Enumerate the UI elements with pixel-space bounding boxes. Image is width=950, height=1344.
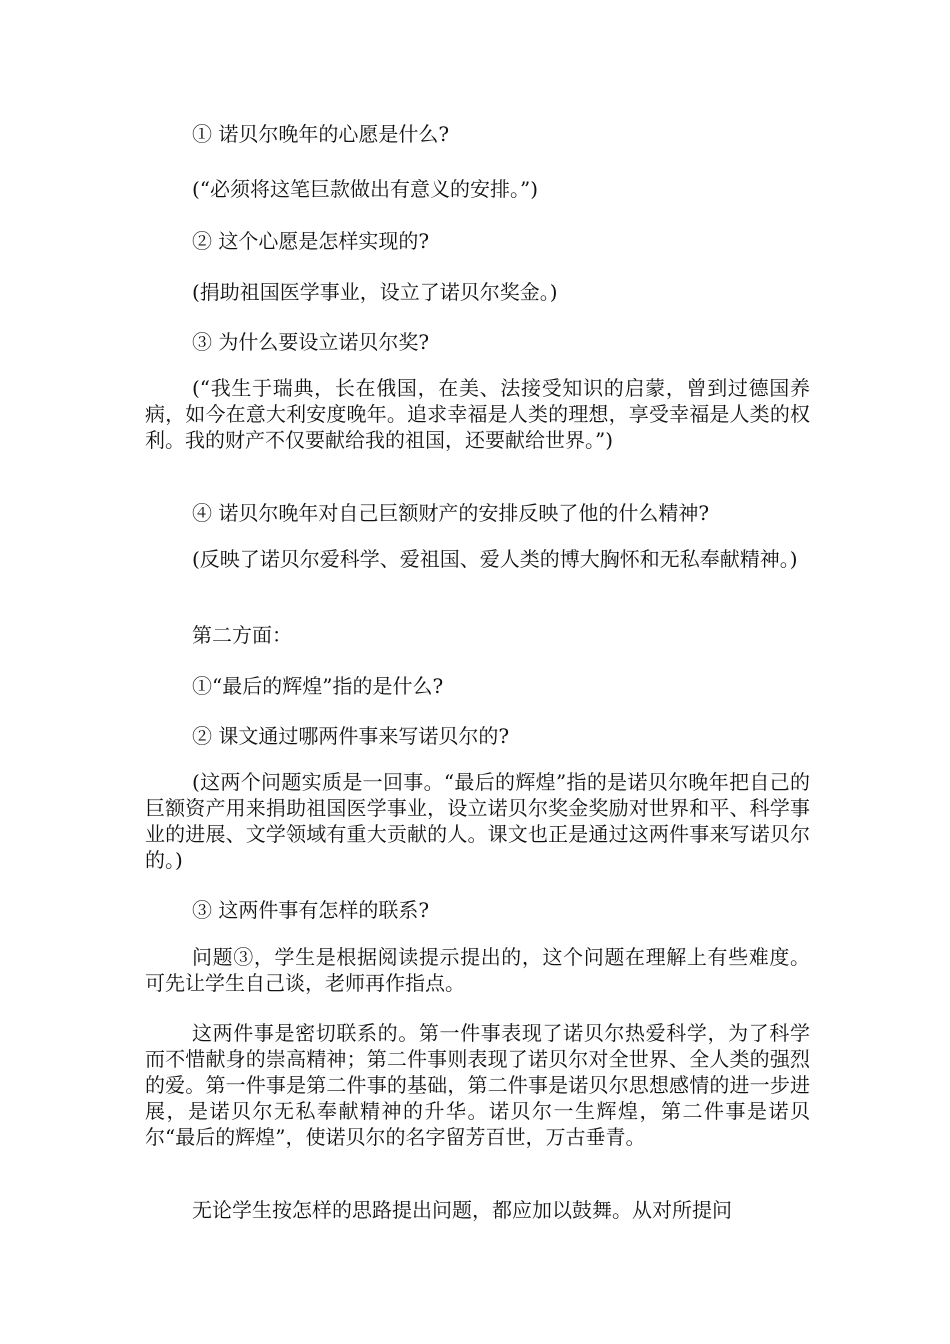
- explanation-connection: 这两件事是密切联系的。第一件事表现了诺贝尔热爱科学，为了科学而不惜献身的崇高精神；第二件事则表现了诺贝尔对全世界、全人类的强烈的爱。第一件事是第二件事的基础，第二件事是诺贝尔思想感情的进一步进展，是诺贝尔无私奉献精神的升华。诺贝尔一生辉煌，第二件事是诺贝尔“最后的辉煌”，使诺贝尔的名字留芳百世，万古垂青。: [145, 1021, 810, 1149]
- teaching-note-question-3: 问题③，学生是根据阅读提示提出的，这个问题在理解上有些难度。可先让学生自己谈，老师再作指点。: [145, 945, 810, 995]
- answer-1-wish: (“必须将这笔巨款做出有意义的安排。”): [192, 177, 539, 201]
- question-two-events: ② 课文通过哪两件事来写诺贝尔的?: [192, 724, 510, 748]
- answer-2-realization: (捐助祖国医学事业，设立了诺贝尔奖金。): [192, 280, 558, 304]
- question-3-why-prize: ③ 为什么要设立诺贝尔奖?: [192, 330, 430, 354]
- question-1-wish: ① 诺贝尔晚年的心愿是什么?: [192, 122, 450, 146]
- question-2-realization: ② 这个心愿是怎样实现的?: [192, 229, 430, 253]
- closing-paragraph: 无论学生按怎样的思路提出问题，都应加以鼓舞。从对所提问: [192, 1198, 732, 1222]
- answer-4-spirit: (反映了诺贝尔爱科学、爱祖国、爱人类的博大胸怀和无私奉献精神。): [192, 547, 798, 571]
- question-last-glory: ①“最后的辉煌”指的是什么?: [192, 674, 444, 698]
- question-4-spirit: ④ 诺贝尔晚年对自己巨额财产的安排反映了他的什么精神?: [192, 501, 710, 525]
- answer-3-why-prize: (“我生于瑞典，长在俄国，在美、法接受知识的启蒙，曾到过德国养病，如今在意大利安度晚年。追求幸福是人类的理想，享受幸福是人类的权利。我的财产不仅要献给我的祖国，还要献给世界。”): [145, 376, 810, 452]
- section-heading-second-aspect: 第二方面：: [192, 623, 292, 647]
- answer-two-events: (这两个问题实质是一回事。“最后的辉煌”指的是诺贝尔晚年把自己的巨额资产用来捐助祖国医学事业，设立诺贝尔奖金奖励对世界和平、科学事业的进展、文学领域有重大贡献的人。课文也正是通过这两件事来写诺贝尔的。): [145, 770, 810, 872]
- question-connection: ③ 这两件事有怎样的联系?: [192, 898, 430, 922]
